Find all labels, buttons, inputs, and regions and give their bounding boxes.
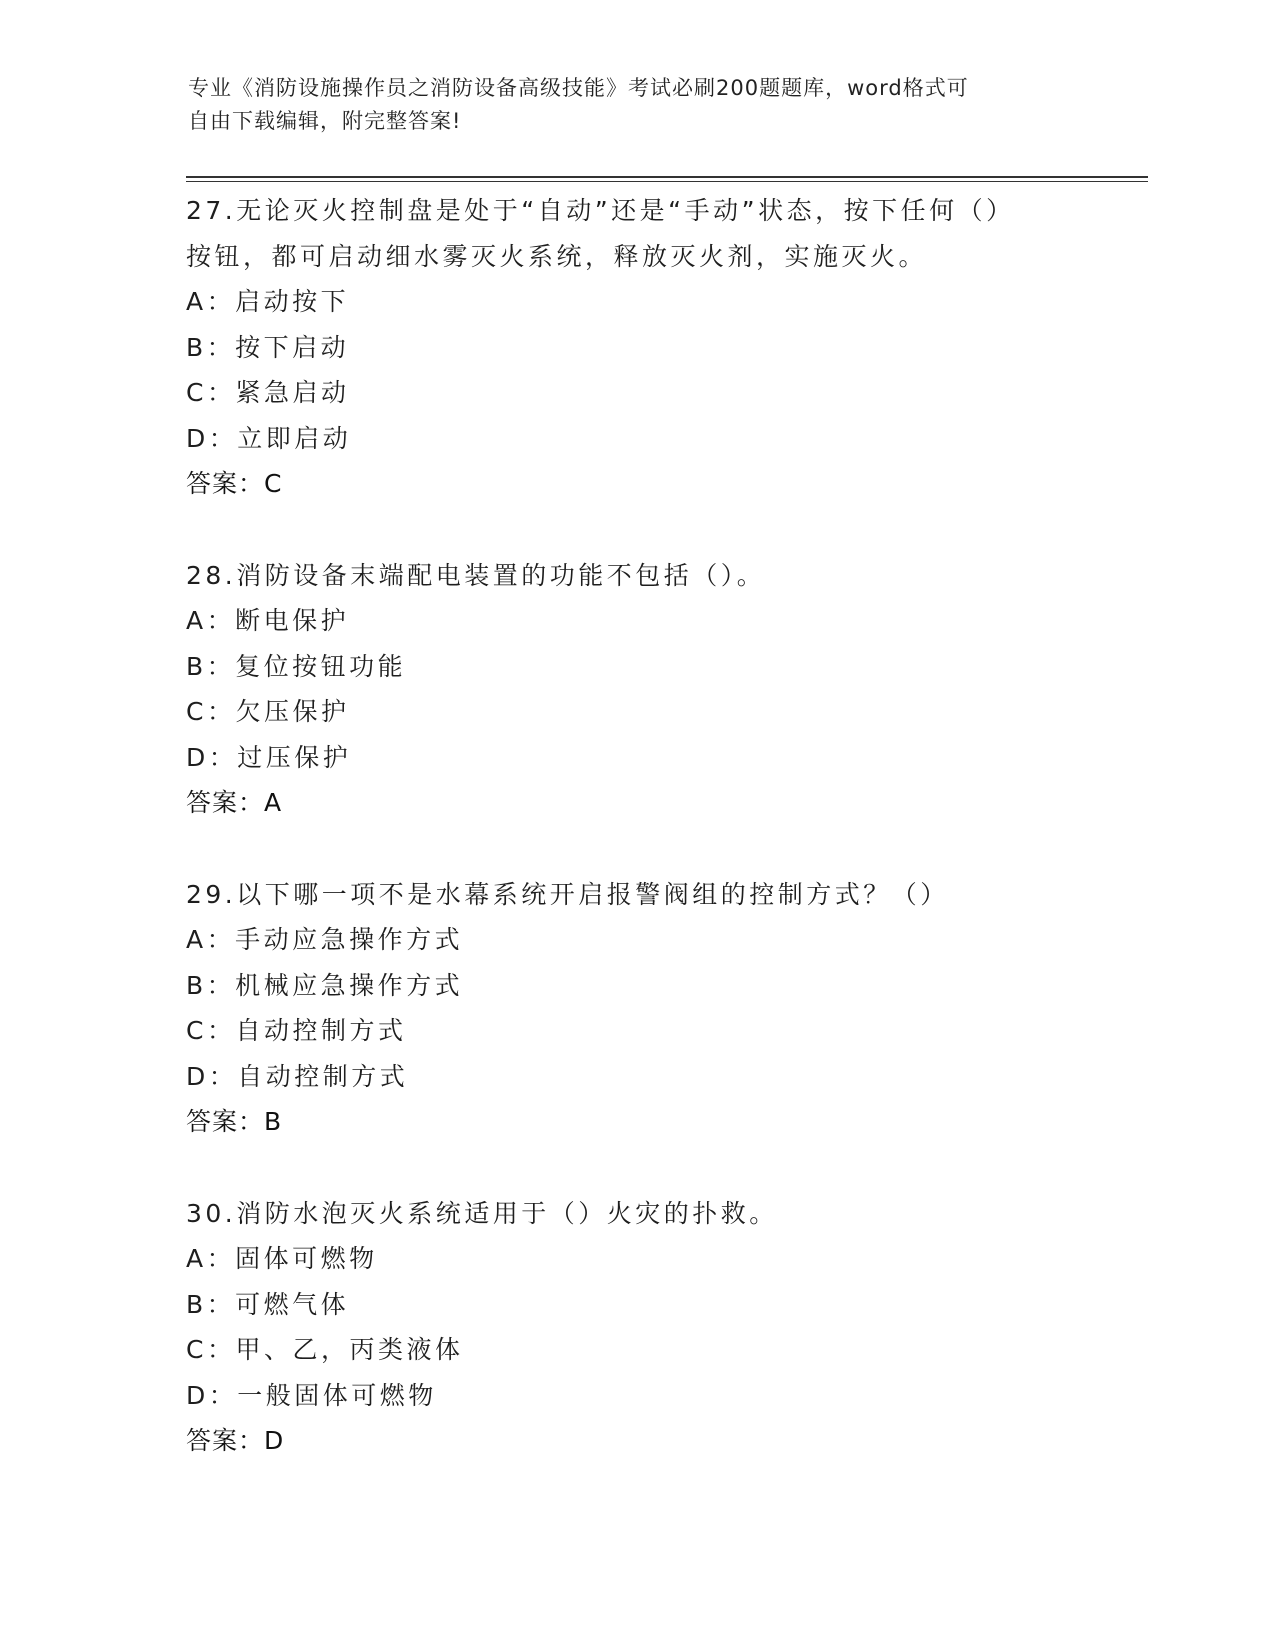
answer-line: [186, 461, 1086, 507]
option-d: D：立即启动: [186, 423, 352, 453]
header-line-1: 专业《消防设施操作员之消防设备高级技能》考试必刷200题题库，word格式可: [188, 76, 969, 100]
option-c: C：自动控制方式: [186, 1016, 407, 1045]
option-b: B：机械应急操作方式: [186, 970, 464, 1000]
option-d: D：过压保护: [186, 742, 352, 772]
option-a: A：启动按下: [186, 287, 350, 316]
option-a: A：固体可燃物: [186, 1244, 378, 1273]
question-30: [186, 1191, 1086, 1464]
answer-value: C: [264, 469, 282, 498]
answer-label: 答案：: [186, 1107, 265, 1136]
answer-line: [186, 1099, 1086, 1145]
answer-value: A: [264, 788, 282, 817]
option-b: B：复位按钮功能: [186, 651, 407, 681]
option-c: C：欠压保护: [186, 697, 350, 726]
question-list: [186, 188, 1086, 1510]
answer-label: 答案：: [186, 1426, 265, 1455]
option-b: B：按下启动: [186, 332, 350, 362]
question-27: [186, 188, 1086, 507]
option-c: C：紧急启动: [186, 378, 350, 407]
option-a: A：手动应急操作方式: [186, 925, 464, 954]
header-line-2: 自由下载编辑，附完整答案!: [188, 109, 462, 133]
option-c: C：甲、乙，丙类液体: [186, 1335, 464, 1364]
answer-line: [186, 780, 1086, 826]
option-b: B：可燃气体: [186, 1289, 350, 1319]
question-29: [186, 872, 1086, 1145]
answer-value: B: [264, 1107, 282, 1136]
header-divider-thick: [186, 176, 1148, 178]
option-a: A：断电保护: [186, 606, 350, 635]
answer-value: D: [264, 1426, 284, 1455]
question-stem: 30.消防水泡灭火系统适用于（）火灾的扑救。: [186, 1198, 778, 1228]
answer-line: [186, 1418, 1086, 1464]
question-stem-continued: 按钮，都可启动细水雾灭火系统，释放灭火剂，实施灭火。: [186, 241, 928, 271]
question-stem: 27.无论灭火控制盘是处于“自动”还是“手动”状态，按下任何（）: [186, 196, 1015, 225]
option-d: D：自动控制方式: [186, 1061, 409, 1091]
header-divider-thin: [186, 181, 1148, 182]
option-d: D：一般固体可燃物: [186, 1380, 437, 1410]
question-28: [186, 553, 1086, 826]
question-stem: 28.消防设备末端配电装置的功能不包括（）。: [186, 560, 766, 590]
document-header: [188, 72, 1088, 138]
question-stem: 29.以下哪一项不是水幕系统开启报警阀组的控制方式？（）: [186, 879, 949, 909]
answer-label: 答案：: [186, 469, 265, 498]
answer-label: 答案：: [186, 788, 265, 817]
